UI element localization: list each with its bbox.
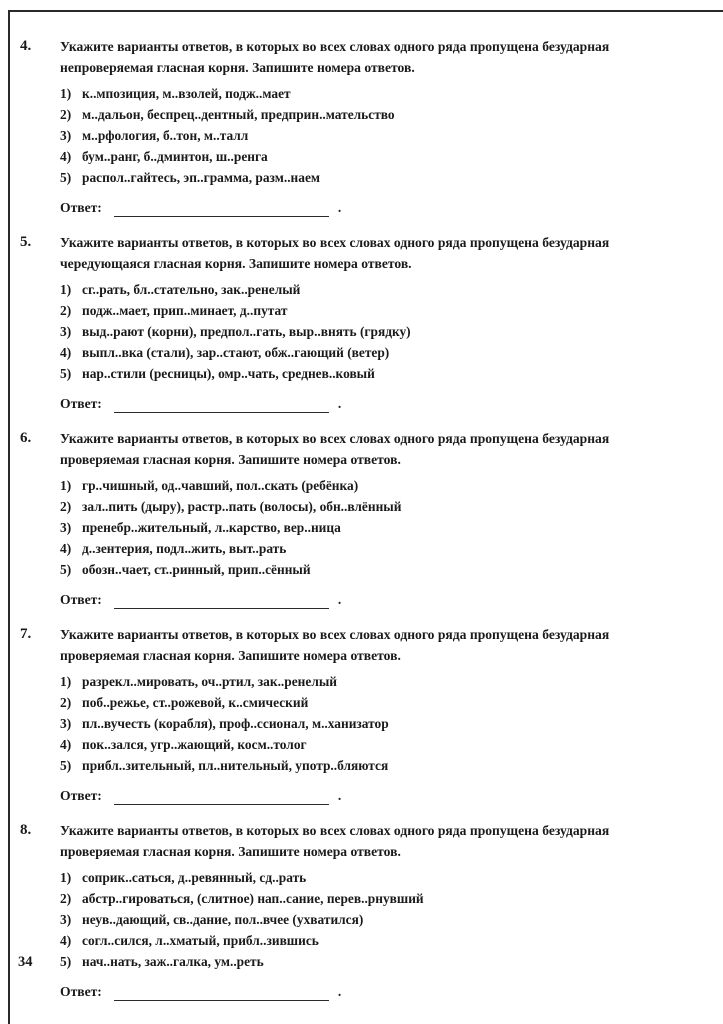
option-text: м..дальон, беспрец..дентный, предприн..мательство (82, 107, 395, 122)
task-body (60, 428, 693, 609)
option-number: 5) (60, 954, 72, 969)
option-item (60, 321, 693, 342)
option-item (60, 930, 693, 951)
option-text: подж..мает, прип..минает, д..путат (82, 303, 288, 318)
option-text: пренебр..жительный, л..карство, вер..ница (82, 520, 341, 535)
option-text: согл..сился, л..хматый, прибл..зившись (82, 933, 319, 948)
task-body (60, 36, 693, 217)
option-number: 2) (60, 695, 72, 710)
option-item (60, 734, 693, 755)
option-text: бум..ранг, б..дминтон, ш..ренга (82, 149, 268, 164)
task-body (60, 820, 693, 1001)
option-item (60, 538, 693, 559)
option-text: прибл..зительный, пл..нительный, употр..бляются (82, 758, 389, 773)
task-body (60, 232, 693, 413)
answer-period: . (337, 592, 342, 607)
option-number: 2) (60, 499, 72, 514)
option-text: пок..зался, угр..жающий, косм..толог (82, 737, 307, 752)
option-text: к..мпозиция, м..взолей, подж..мает (82, 86, 291, 101)
task-number: 4. (20, 38, 32, 54)
option-number: 5) (60, 562, 72, 577)
option-text: неув..дающий, св..дание, пол..вчее (ухватился) (82, 912, 364, 927)
option-item (60, 517, 693, 538)
answer-label: Ответ: (60, 984, 102, 999)
option-item (60, 496, 693, 517)
option-item (60, 692, 693, 713)
answer-blank (114, 201, 329, 217)
page-number: 34 (18, 954, 33, 970)
option-number: 3) (60, 716, 72, 731)
option-item (60, 951, 693, 972)
option-number: 3) (60, 324, 72, 339)
task-number: 7. (20, 626, 32, 642)
option-item (60, 363, 693, 384)
answer-blank (114, 397, 329, 413)
option-number: 5) (60, 170, 72, 185)
option-text: выпл..вка (стали), зар..стают, обж..гающий (ветер) (82, 345, 390, 360)
answer-row (60, 787, 693, 805)
option-text: соприк..саться, д..ревянный, сд..рать (82, 870, 307, 885)
task-instruction: Укажите варианты ответов, в которых во всех словах одного ряда пропущена безударная проверяемая гласная корня. Запишите номера ответов. (60, 431, 610, 467)
answer-blank (114, 593, 329, 609)
option-text: д..зентерия, подл..жить, выт..рать (82, 541, 287, 556)
option-text: распол..гайтесь, эп..грамма, разм..наем (82, 170, 321, 185)
option-number: 2) (60, 107, 72, 122)
option-item (60, 755, 693, 776)
option-text: м..рфология, б..тон, м..талл (82, 128, 249, 143)
answer-row (60, 199, 693, 217)
answer-label: Ответ: (60, 396, 102, 411)
option-item (60, 909, 693, 930)
option-number: 1) (60, 282, 72, 297)
task-item (18, 232, 693, 413)
answer-label: Ответ: (60, 592, 102, 607)
option-text: обозн..чает, ст..ринный, прип..сённый (82, 562, 311, 577)
option-number: 1) (60, 870, 72, 885)
task-item (18, 428, 693, 609)
answer-period: . (337, 984, 342, 999)
option-text: нач..нать, заж..галка, ум..реть (82, 954, 264, 969)
task-item (18, 624, 693, 805)
option-number: 2) (60, 891, 72, 906)
options-list (60, 867, 693, 972)
option-text: зал..пить (дыру), растр..пать (волосы), обн..влённый (82, 499, 402, 514)
option-item (60, 83, 693, 104)
task-instruction: Укажите варианты ответов, в которых во всех словах одного ряда пропущена безударная непроверяемая гласная корня. Запишите номера ответов. (60, 39, 610, 75)
task-body (60, 624, 693, 805)
option-number: 4) (60, 149, 72, 164)
task-number: 6. (20, 430, 32, 446)
option-text: разрекл..мировать, оч..ртил, зак..ренелый (82, 674, 338, 689)
option-item (60, 559, 693, 580)
option-number: 3) (60, 128, 72, 143)
option-number: 1) (60, 86, 72, 101)
answer-label: Ответ: (60, 200, 102, 215)
options-list (60, 279, 693, 384)
option-item (60, 342, 693, 363)
option-number: 5) (60, 366, 72, 381)
task-item (18, 36, 693, 217)
answer-row (60, 591, 693, 609)
task-number: 5. (20, 234, 32, 250)
answer-period: . (337, 200, 342, 215)
option-item (60, 104, 693, 125)
option-text: нар..стили (ресницы), омр..чать, среднев..ковый (82, 366, 375, 381)
option-item (60, 888, 693, 909)
option-item (60, 167, 693, 188)
option-text: выд..рают (корни), предпол..гать, выр..внять (грядку) (82, 324, 411, 339)
answer-blank (114, 789, 329, 805)
task-number: 8. (20, 822, 32, 838)
option-number: 3) (60, 912, 72, 927)
task-instruction: Укажите варианты ответов, в которых во всех словах одного ряда пропущена безударная проверяемая гласная корня. Запишите номера ответов. (60, 627, 610, 663)
option-item (60, 671, 693, 692)
option-number: 4) (60, 933, 72, 948)
option-item (60, 146, 693, 167)
option-item (60, 713, 693, 734)
option-item (60, 300, 693, 321)
options-list (60, 671, 693, 776)
task-item (18, 820, 693, 1001)
answer-period: . (337, 788, 342, 803)
option-number: 3) (60, 520, 72, 535)
option-number: 4) (60, 737, 72, 752)
option-item (60, 475, 693, 496)
option-number: 1) (60, 674, 72, 689)
answer-blank (114, 985, 329, 1001)
option-number: 5) (60, 758, 72, 773)
answer-row (60, 983, 693, 1001)
option-item (60, 125, 693, 146)
option-number: 4) (60, 345, 72, 360)
option-text: пл..вучесть (корабля), проф..ссионал, м..ханизатор (82, 716, 389, 731)
option-text: абстр..гироваться, (слитное) нап..сание, перев..рнувший (82, 891, 424, 906)
option-number: 1) (60, 478, 72, 493)
option-item (60, 279, 693, 300)
option-text: гр..чишный, од..чавший, пол..скать (ребёнка) (82, 478, 359, 493)
option-text: поб..режье, ст..рожевой, к..смический (82, 695, 309, 710)
answer-label: Ответ: (60, 788, 102, 803)
option-text: сг..рать, бл..стательно, зак..ренелый (82, 282, 301, 297)
option-number: 4) (60, 541, 72, 556)
options-list (60, 475, 693, 580)
option-number: 2) (60, 303, 72, 318)
answer-period: . (337, 396, 342, 411)
option-item (60, 867, 693, 888)
options-list (60, 83, 693, 188)
task-instruction: Укажите варианты ответов, в которых во всех словах одного ряда пропущена безударная проверяемая гласная корня. Запишите номера ответов. (60, 823, 610, 859)
task-instruction: Укажите варианты ответов, в которых во всех словах одного ряда пропущена безударная чередующаяся гласная корня. Запишите номера ответов. (60, 235, 610, 271)
answer-row (60, 395, 693, 413)
